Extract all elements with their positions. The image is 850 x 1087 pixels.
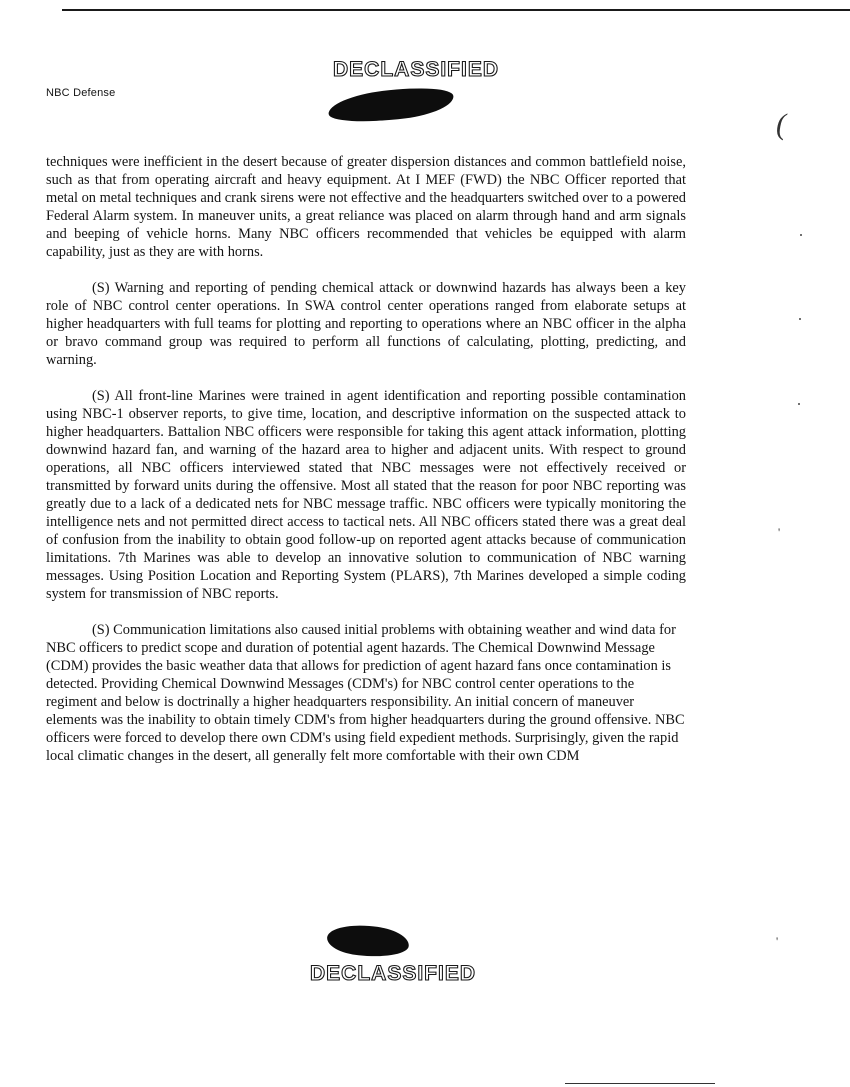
redaction-block-bottom: [326, 922, 410, 959]
declassified-stamp-top: DECLASSIFIED: [333, 58, 500, 81]
margin-paren-mark: (: [776, 108, 786, 141]
declassified-stamp-bottom: DECLASSIFIED: [310, 962, 477, 985]
paragraph-alarm-techniques: techniques were inefficient in the desert because of greater dispersion distances and common battlefield noise, such as that from operating aircraft and heavy equipment. At I MEF (FWD) the NBC Officer reported that metal on metal techniques and crank sirens were not effective and the headquarters switched over to a powered Federal Alarm system. In maneuver units, a great reliance was placed on alarm through hand and arm signals and beeping of vehicle horns. Many NBC officers recommended that vehicles be equipped with alarm capability, just as they are with horns.: [46, 154, 686, 260]
running-header: NBC Defense: [46, 87, 116, 99]
paragraph-communication-limitations: (S) Communication limitations also caused initial problems with obtaining weather and wind data for NBC officers to predict scope and duration of potential agent hazards. The Chemical Downwind Message (CDM) provides the basic weather data that allows for prediction of agent hazard fans once contamination is detected. Providing Chemical Downwind Messages (CDM's) for NBC control center operations to the regiment and below is doctrinally a higher headquarters responsibility. An initial concern of maneuver elements was the inability to obtain timely CDM's from higher headquarters during the ground offensive. NBC officers were forced to develop there own CDM's using field expedient methods. Surprisingly, given the rapid local climatic changes in the desert, all generally felt more comfortable with their own CDM: [46, 622, 685, 764]
body-text: [46, 153, 686, 765]
top-rule: [62, 9, 850, 11]
margin-dot-mark: [798, 403, 800, 405]
margin-tick-mark: ': [778, 525, 781, 539]
margin-dot-mark: [800, 234, 802, 236]
redaction-block-top: [327, 82, 456, 127]
margin-tick-mark: ': [776, 934, 779, 948]
margin-dot-mark: [799, 318, 801, 320]
bottom-rule: [565, 1083, 715, 1084]
paragraph-warning-reporting: (S) Warning and reporting of pending chemical attack or downwind hazards has always been a key role of NBC control center operations. In SWA control center operations ranged from elaborate setups at higher headquarters with full teams for plotting and reporting to operations where an NBC officer in the alpha or bravo command group was required to perform all functions of calculating, plotting, predicting, and warning.: [46, 280, 686, 368]
paragraph-agent-identification: (S) All front-line Marines were trained in agent identification and reporting possible contamination using NBC-1 observer reports, to give time, location, and descriptive information on the suspected attack to higher headquarters. Battalion NBC officers were responsible for taking this agent attack information, plotting downwind hazard fan, and warning of the hazard area to higher and adjacent units. With respect to ground operations, all NBC officers interviewed stated that NBC messages were not effectively received or transmitted by forward units during the offensive. Most all stated that the reason for poor NBC reporting was greatly due to a lack of a dedicated nets for NBC message traffic. NBC officers were typically monitoring the intelligence nets and not permitted direct access to tactical nets. All NBC officers stated there was a great deal of confusion from the inability to obtain good follow-up on reported agent attacks because of communication limitations. 7th Marines was able to develop an innovative solution to communication of NBC warning messages. Using Position Location and Reporting System (PLARS), 7th Marines developed a simple coding system for transmission of NBC reports.: [46, 388, 686, 602]
